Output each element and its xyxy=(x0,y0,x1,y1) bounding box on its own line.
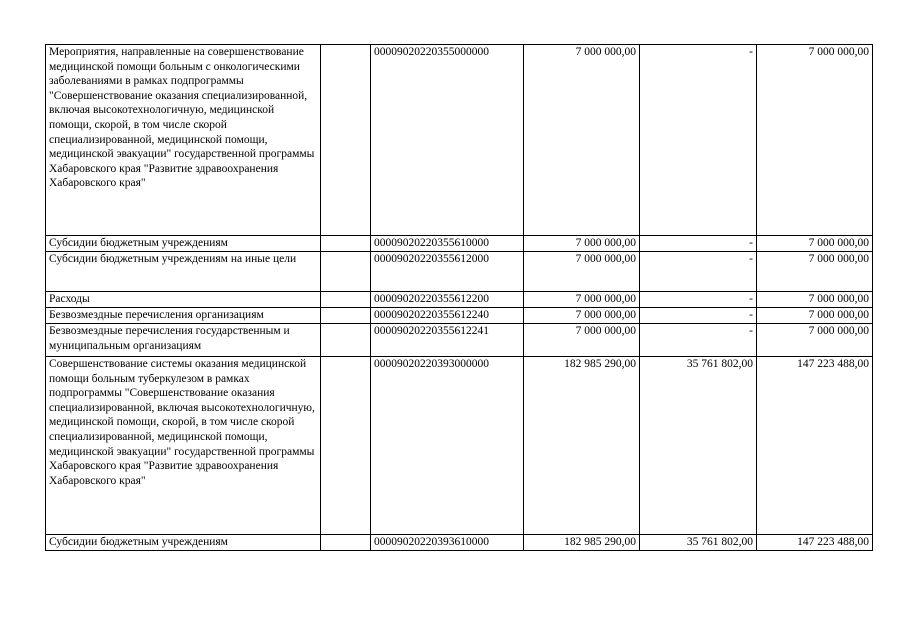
row-executed: - xyxy=(640,308,757,324)
row-assigned: 182 985 290,00 xyxy=(524,357,640,535)
row-extra xyxy=(321,308,371,324)
row-assigned: 182 985 290,00 xyxy=(524,535,640,551)
row-assigned: 7 000 000,00 xyxy=(524,292,640,308)
row-extra xyxy=(321,236,371,252)
row-remaining: 7 000 000,00 xyxy=(757,308,873,324)
row-executed: 35 761 802,00 xyxy=(640,535,757,551)
row-name: Субсидии бюджетным учреждениям на иные цели xyxy=(46,252,321,292)
table-row xyxy=(46,252,873,292)
row-assigned: 7 000 000,00 xyxy=(524,324,640,357)
row-assigned: 7 000 000,00 xyxy=(524,236,640,252)
row-remaining: 7 000 000,00 xyxy=(757,324,873,357)
row-code: 00009020220393000000 xyxy=(371,357,524,535)
row-name: Совершенствование системы оказания медицинской помощи больным туберкулезом в рамках подпрограммы "Совершенствование оказания специализированной, включая высокотехнологичную, медицинской помощи, скорой, в том числе скорой специализированной, медицинской помощи, медицинской эвакуации" государственной программы Хабаровского края "Развитие здравоохранения Хабаровского края" xyxy=(46,357,321,535)
row-name: Субсидии бюджетным учреждениям xyxy=(46,535,321,551)
table-row xyxy=(46,324,873,357)
row-remaining: 147 223 488,00 xyxy=(757,535,873,551)
row-code: 00009020220355612240 xyxy=(371,308,524,324)
table-row xyxy=(46,236,873,252)
row-assigned: 7 000 000,00 xyxy=(524,308,640,324)
row-remaining: 147 223 488,00 xyxy=(757,357,873,535)
row-name: Субсидии бюджетным учреждениям xyxy=(46,236,321,252)
row-extra xyxy=(321,357,371,535)
row-assigned: 7 000 000,00 xyxy=(524,45,640,236)
row-code: 00009020220355612000 xyxy=(371,252,524,292)
row-name: Мероприятия, направленные на совершенствование медицинской помощи больным с онкологическими заболеваниями в рамках подпрограммы "Совершенствование оказания специализированной, включая высокотехнологичную, медицинской помощи, скорой, в том числе скорой специализированной, медицинской помощи, медицинской эвакуации" государственной программы Хабаровского края "Развитие здравоохранения Хабаровского края" xyxy=(46,45,321,236)
table-row xyxy=(46,308,873,324)
row-extra xyxy=(321,324,371,357)
row-code: 00009020220355612200 xyxy=(371,292,524,308)
row-extra xyxy=(321,252,371,292)
row-extra xyxy=(321,292,371,308)
row-remaining: 7 000 000,00 xyxy=(757,45,873,236)
row-assigned: 7 000 000,00 xyxy=(524,252,640,292)
row-code: 00009020220355610000 xyxy=(371,236,524,252)
row-executed: - xyxy=(640,252,757,292)
row-code: 00009020220355612241 xyxy=(371,324,524,357)
row-remaining: 7 000 000,00 xyxy=(757,292,873,308)
row-name: Безвозмездные перечисления организациям xyxy=(46,308,321,324)
row-name: Безвозмездные перечисления государственным и муниципальным организациям xyxy=(46,324,321,357)
row-remaining: 7 000 000,00 xyxy=(757,252,873,292)
row-code: 00009020220393610000 xyxy=(371,535,524,551)
row-extra xyxy=(321,535,371,551)
table-row xyxy=(46,535,873,551)
row-executed: - xyxy=(640,292,757,308)
table-row xyxy=(46,45,873,236)
row-executed: 35 761 802,00 xyxy=(640,357,757,535)
row-extra xyxy=(321,45,371,236)
row-executed: - xyxy=(640,324,757,357)
row-code: 00009020220355000000 xyxy=(371,45,524,236)
row-executed: - xyxy=(640,45,757,236)
row-name: Расходы xyxy=(46,292,321,308)
table-row xyxy=(46,292,873,308)
row-executed: - xyxy=(640,236,757,252)
table-row xyxy=(46,357,873,535)
budget-execution-table xyxy=(45,44,873,551)
budget-report-sheet xyxy=(45,44,873,551)
row-remaining: 7 000 000,00 xyxy=(757,236,873,252)
